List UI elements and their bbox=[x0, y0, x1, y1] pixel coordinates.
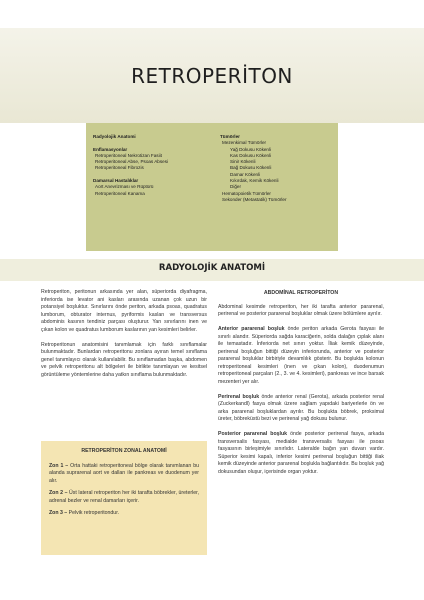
paragraph-lead: Anterior pararenal boşluk bbox=[218, 326, 285, 332]
toc-heading: Enflamasyonlar bbox=[93, 146, 128, 152]
page-title: RETROPERİTON bbox=[131, 64, 293, 88]
toc-item: Sinir Kökenli bbox=[230, 159, 256, 165]
paragraph: Retroperitonun anatomisini tanımlamak için farklı sınıflamalar bulunmaktadır. Bunlardan retroperitonu zonlara ayıran temel sınıflama genel tanımlayıcı olarak kullanılabilir. Bu sınıflamadan başka, abdomen ve pelvik retroperitonu alt bölgeleri ile birlikte tanımlayan ve kesitsel görüntüleme yöntemlerine daha yatkın sınıflama bulunmaktadır. bbox=[41, 341, 207, 378]
paragraph bbox=[218, 304, 384, 319]
zone-item bbox=[49, 463, 199, 486]
toc-heading: Tümörler bbox=[220, 134, 240, 139]
toc-heading: Damarsal Hastalıklar bbox=[93, 178, 139, 184]
zone-item bbox=[49, 490, 199, 505]
column-heading: ABDOMİNAL RETROPERİTON bbox=[263, 290, 339, 296]
zone-text: Pelvik retroperitondur. bbox=[67, 510, 120, 516]
zone-label: Zon 1 – bbox=[49, 462, 69, 469]
right-column bbox=[218, 290, 384, 484]
zonal-anatomy-box bbox=[41, 441, 207, 555]
paragraph bbox=[218, 394, 384, 424]
toc-heading: Radyolojik Anatomi bbox=[93, 134, 136, 139]
paragraph bbox=[218, 431, 384, 476]
paragraph-text: Abdominal kesimde retroperiton, her iki tarafta anterior pararenal, perirenal ve posterior pararenal boşluklar olmak üzere bölümlere ayrılır. bbox=[218, 303, 384, 317]
zone-text: Üst lateral retroperiton her iki tarafta böbrekler, üreterler, adrenal bezler ve renal damarları içerir. bbox=[49, 490, 199, 504]
paragraph-text: önde posterior perirenal fasya, arkada transversalis fasyası, medialde transversalis fasyası ile psoas fasyasının birleşimiyle sınırlıdır. Lateralde bağın yan duvarı vardır. Süperior kesimi kapalı, inferior kesimi perirenal boşluğun bittiği iliak kemik düzeyinde anterior pararenal boşlukla bağlantılıdır. Bu boşluk yağ dokusundan oluşur, içerisinde organ yoktur. bbox=[218, 431, 384, 475]
zone-label: Zon 3 – bbox=[49, 510, 68, 516]
toc-item: Retroperitoneal Fibrozis bbox=[95, 165, 144, 171]
toc-item: Retroperitoneal Nekrotizan Fasiit bbox=[95, 152, 162, 158]
paragraph: Retroperiton, peritonun arkasında yer alan, süperiorda diyafragma, inferiorda ise levator ani kasları arasında uzanan çok uzun bir potansiyel boşluktur. Sınırlarını önde periton, arkada psoas, quadratus lumborum, obturator internus, pyriformis kasları ve transversus abdominis kasının tendiniz parçası oluşturur. Yan sınırlarını inen ve çıkan kolon ve quadratus lumborum kaslarının yan kesimleri belirler. bbox=[41, 289, 207, 333]
table-of-contents bbox=[86, 123, 338, 251]
zone-label: Zon 2 – bbox=[49, 490, 68, 496]
zonal-anatomy-title: RETROPERİTON ZONAL ANATOMİ bbox=[81, 448, 167, 454]
toc-item: Retroperitoneal Kanama bbox=[95, 190, 145, 196]
toc-item: Diğer bbox=[230, 184, 241, 190]
toc-item: Yağ Dokusu Kökenli bbox=[230, 146, 272, 152]
zone-item bbox=[49, 510, 199, 518]
toc-item: Hematopoietik Tümörler bbox=[222, 190, 271, 196]
paragraph-lead: Posterior pararenal boşluk bbox=[218, 431, 287, 437]
toc-item: Kas Dokusu Kökenli bbox=[230, 152, 272, 158]
zone-text: Orta hattaki retroperitoneal bölge olarak tanımlanan bu alanda suprarenal aort ve dalları ile pankreas ve duodenum yer alır. bbox=[49, 462, 199, 484]
toc-item: Damar Kökenli bbox=[230, 171, 261, 177]
toc-item: Mezenkimal Tümörler bbox=[222, 140, 267, 146]
paragraph-text: önde anterior renal (Gerota), arkada posterior renal (Zuckerkandl) fasya olmak üzere sağlam yapıdaki bariyerlerle ön ve arka pararenal boşluklardan ayrılır. Bu boşlukta böbrek, proksimal üreter, böbreküstü bezi ve perirenal yağ dokusu bulunur. bbox=[218, 393, 384, 422]
toc-item: Sekonder (Metastatik) Tümörler bbox=[222, 196, 287, 202]
paragraph-text: önde periton arkada Gerota fasyası ile sınırlı alandır. Süperiorda sağda karaciğerin, solda dalağın çıplak alanı ile temastadır. İnferiorda net sınırı yoktur. İliak kemik düzeyinde, perirenal boşluğun bittiği düzeyin inferiorunda, anterior ve posterior pararenal boşluklar birbiriyle devamlılık gösterir. Bu boşlukta kolonun retroperitoneal kesimleri (inen ve çıkan kolon), duodenumun retroperitoneal parçaları (2., 3. ve 4. kesimleri), pankreas ve ince barsak mezenteri yer alır. bbox=[218, 326, 384, 385]
toc-right-column bbox=[220, 134, 335, 203]
toc-item: Kıkırdak, Kemik Kökenli bbox=[230, 178, 279, 184]
toc-item: Retroperitoneal Abse, Psoas Absesi bbox=[95, 159, 169, 165]
toc-item: Aort Anevrizması ve Rüptürü bbox=[95, 184, 154, 190]
left-column bbox=[41, 289, 207, 387]
section-title: RADYOLOJİK ANATOMİ bbox=[158, 263, 266, 273]
toc-item: Bağ Dokusu Kökenli bbox=[230, 165, 272, 171]
toc-left-column bbox=[93, 134, 213, 197]
paragraph bbox=[218, 326, 384, 386]
paragraph-lead: Perirenal boşluk bbox=[218, 393, 260, 400]
